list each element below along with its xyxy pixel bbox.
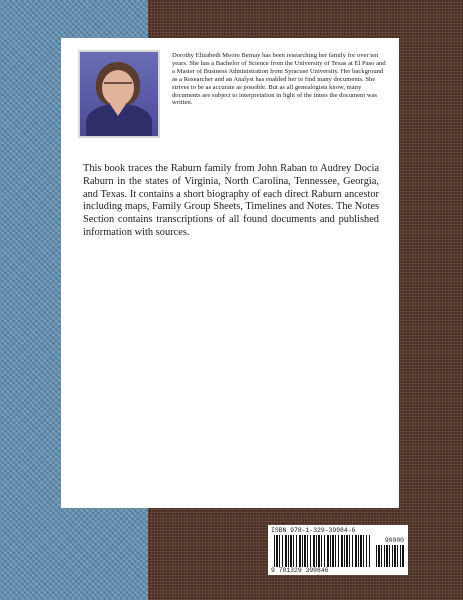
- ean-digits: 9 781329 399846: [271, 567, 329, 574]
- barcode-addon-bars: [376, 545, 404, 567]
- barcode-bars: [274, 535, 370, 567]
- back-cover-panel: [61, 38, 399, 508]
- price-code: 90000: [384, 537, 404, 544]
- author-photo: [78, 50, 160, 138]
- book-description: This book traces the Raburn family from John Raban to Audrey Docia Raburn in the states of Virginia, North Carolina, Tennessee, Georgia, and Texas. It contains a short biography of each direct Raburn ancestor including maps, Family Group Sheets, Timelines and Notes. The Notes Section contains transcriptions of all found documents and published information with sources.: [83, 163, 379, 238]
- author-bio: Dorothy Elizabeth Moore Bernay has been researching her family for over ten years. She has a Bachelor of Science from the University of Texas at El Paso and a Master of Business Administration from Syracuse University. Her background as a Researcher and an Analyst has enabled her to find many documents. She strives to be as accurate as possible. But as all genealogists know, many documents are subject to interpretation in light of the times the document was written.: [172, 52, 386, 107]
- isbn-barcode: [268, 525, 408, 575]
- isbn-label: ISBN 978-1-329-39984-6: [271, 527, 356, 534]
- author-photo-glasses: [104, 82, 132, 90]
